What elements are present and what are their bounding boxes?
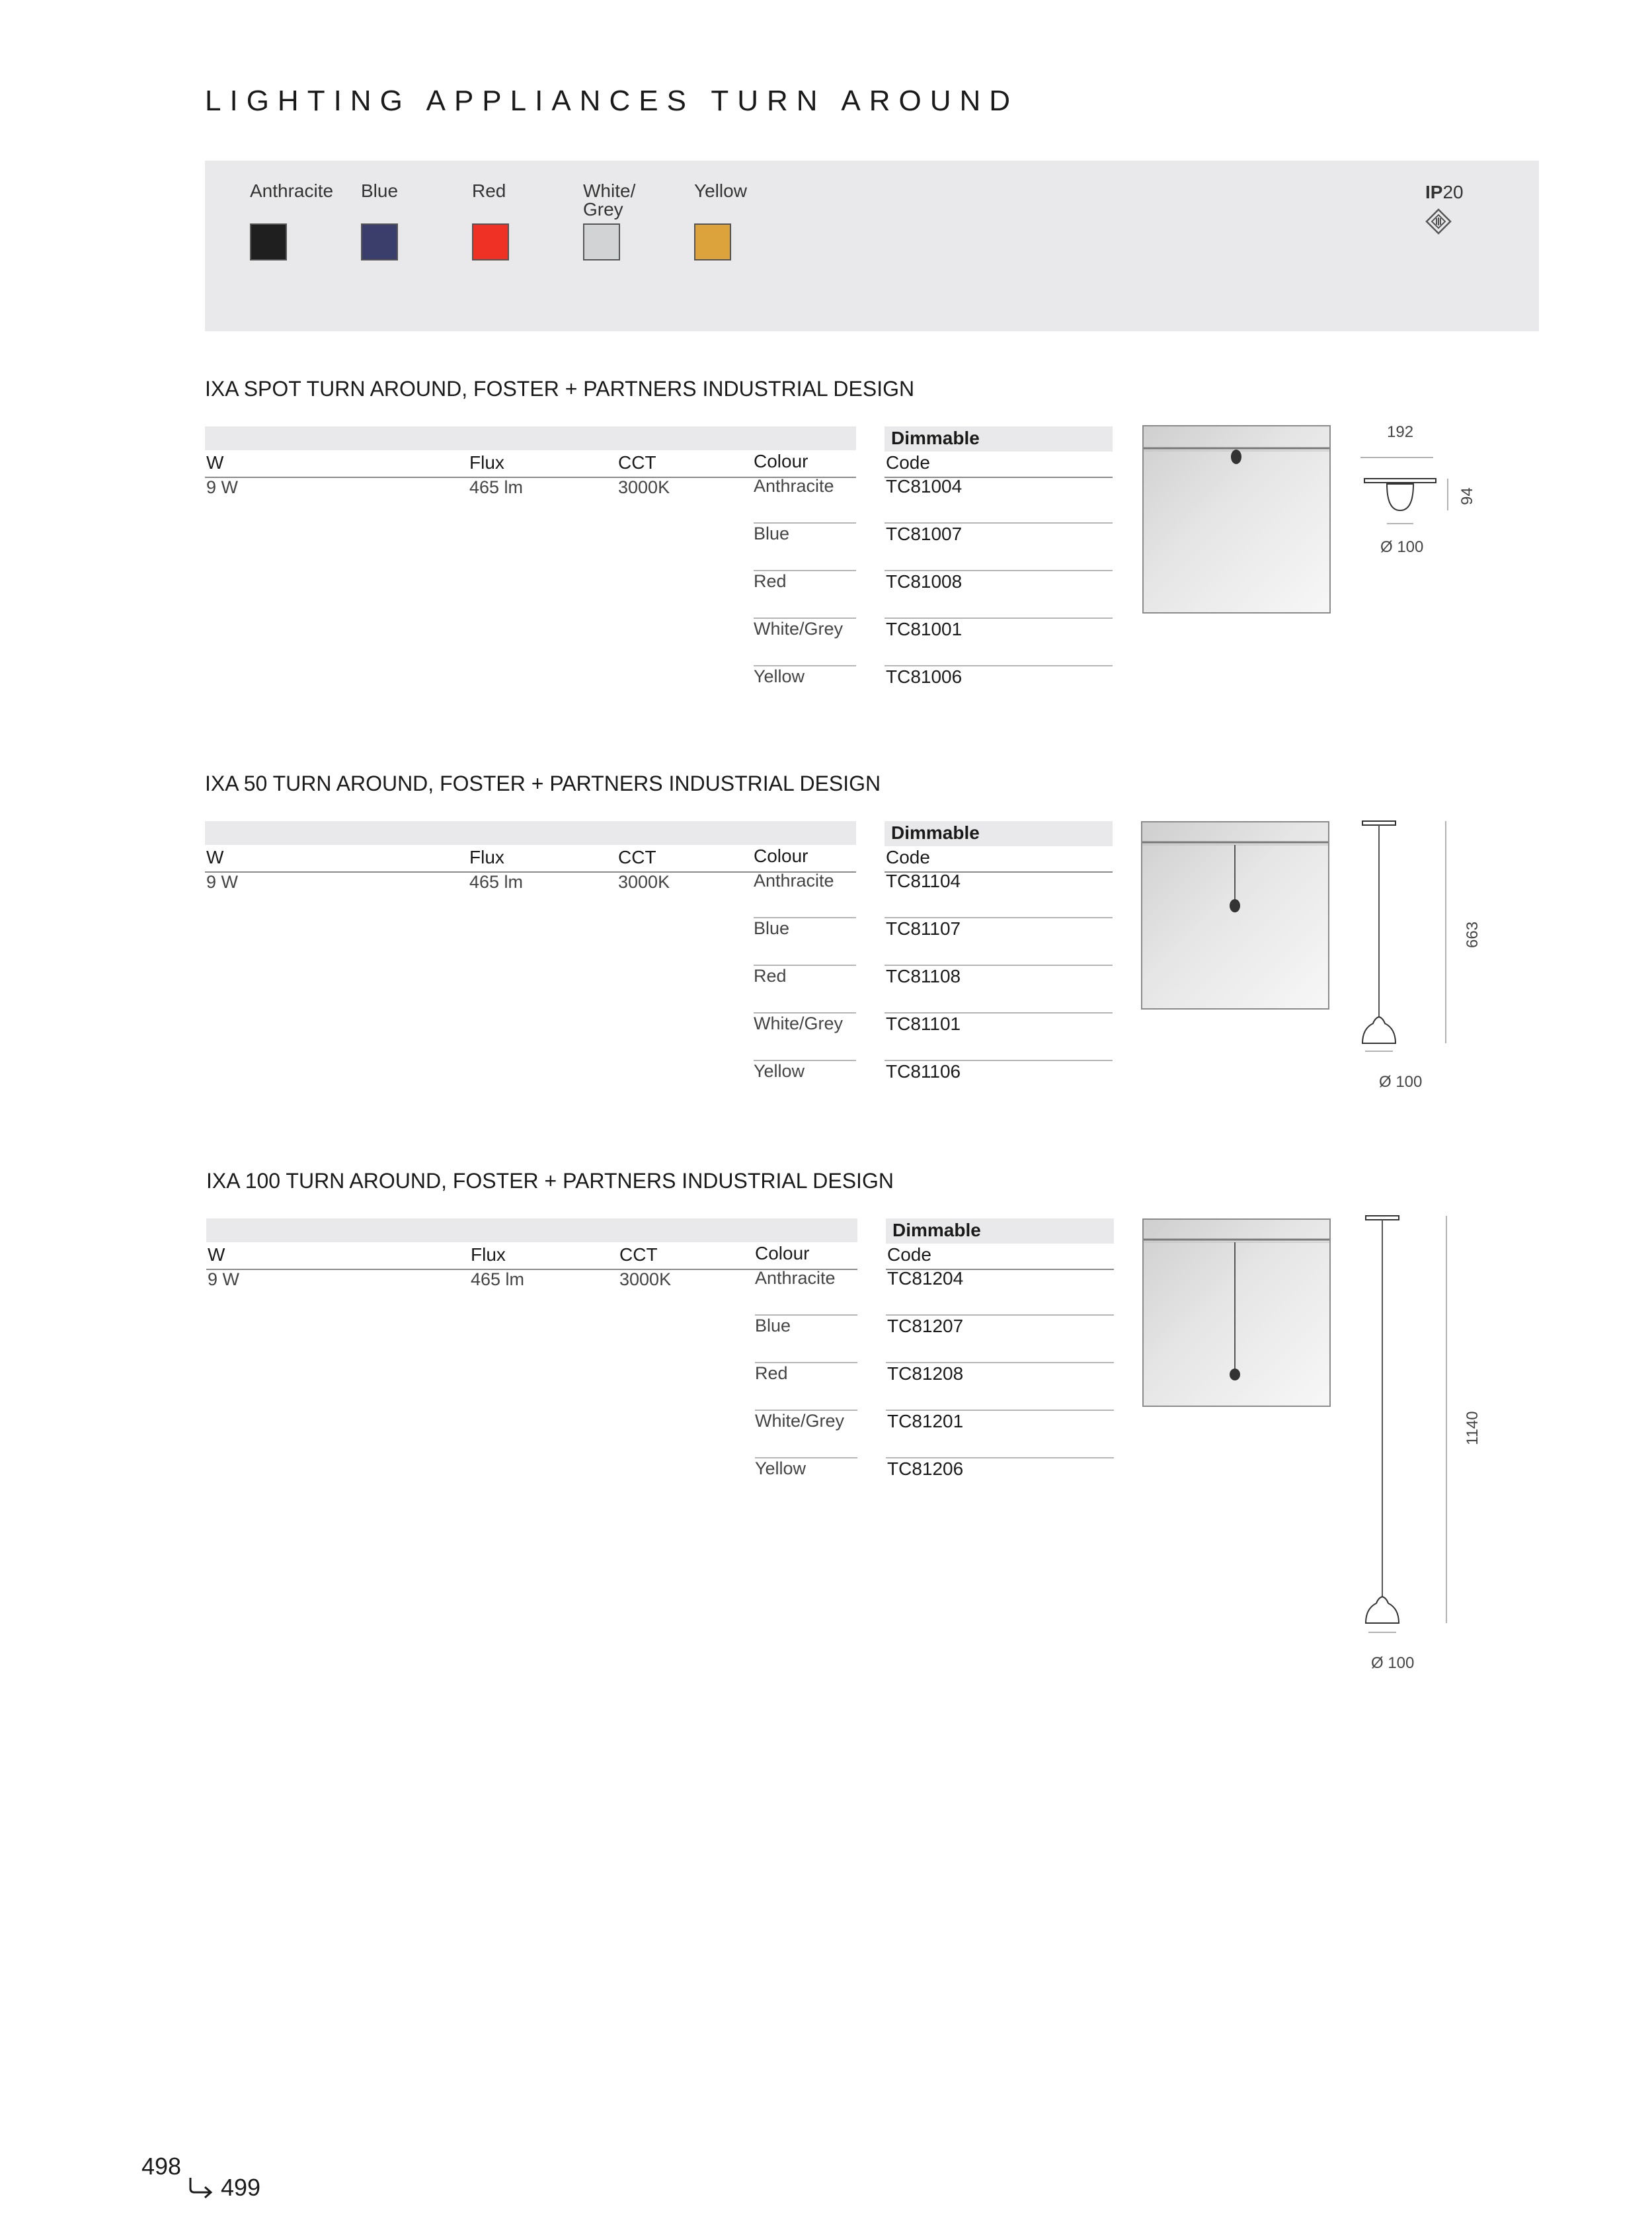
pendant-100-illustration [1144,1220,1329,1406]
row-colour: Anthracite [755,1268,836,1288]
header-cct: CCT [618,452,656,473]
row-colour: Red [754,966,787,986]
spot-dimension-drawing [1355,450,1474,529]
header-flux: Flux [469,847,504,867]
row-code: TC81008 [886,571,963,592]
dimmable-label: Dimmable [891,822,980,843]
row-code: TC81001 [886,619,963,639]
spec-cct: 3000K [618,477,670,497]
row-colour: Yellow [754,666,805,686]
section-title-ixa-spot: IXA SPOT TURN AROUND, FOSTER + PARTNERS INDUSTRIAL DESIGN [205,377,915,401]
row-colour: Yellow [754,1061,805,1081]
row-code: TC81004 [886,476,963,497]
swatch-label-yellow: Yellow [694,180,747,201]
ip-rating: IP20 [1425,182,1464,202]
row-colour: White/Grey [754,1014,844,1033]
dim-width: 192 [1387,423,1414,441]
row-code: TC81104 [886,871,961,891]
row-colour: White/Grey [754,619,844,639]
section-title-ixa-50: IXA 50 TURN AROUND, FOSTER + PARTNERS INDUSTRIAL DESIGN [205,772,881,795]
row-colour: White/Grey [755,1411,845,1431]
swatch-anthracite [250,223,287,260]
pendant-50-illustration [1142,822,1328,1008]
row-code: TC81106 [886,1061,961,1082]
product-photo-spot [1142,425,1331,614]
row-code: TC81207 [887,1316,964,1336]
dim-diameter: Ø 100 [1379,1073,1423,1091]
header-colour: Colour [755,1243,810,1263]
spec-cct: 3000K [618,872,670,892]
row-code: TC81101 [886,1014,961,1034]
swatch-label-white-grey: White/ Grey [583,180,636,219]
row-colour: Blue [754,918,790,938]
dimmable-label: Dimmable [891,428,980,448]
spec-w: 9 W [206,477,239,497]
color-panel [205,161,1539,331]
header-flux: Flux [471,1244,506,1265]
header-code: Code [886,452,930,473]
spec-w: 9 W [206,872,239,892]
header-code: Code [886,847,930,867]
row-colour: Yellow [755,1458,806,1478]
row-code: TC81006 [886,666,963,687]
row-code: TC81107 [886,918,961,939]
spec-flux: 465 lm [469,872,524,892]
header-colour: Colour [754,846,808,866]
dimmable-label: Dimmable [892,1220,981,1240]
dim-height: 1140 [1464,1411,1481,1445]
dim-height: 663 [1464,921,1481,948]
header-w: W [208,1244,225,1265]
section-title-ixa-100: IXA 100 TURN AROUND, FOSTER + PARTNERS INDUSTRIAL DESIGN [206,1169,894,1193]
header-w: W [206,847,224,867]
next-page-link[interactable]: 499 [221,2174,261,2201]
dim-diameter: Ø 100 [1380,538,1424,556]
swatch-label-blue: Blue [361,180,399,201]
row-code: TC81007 [886,524,963,544]
row-colour: Anthracite [754,476,834,496]
swatch-yellow [694,223,731,260]
swatch-label-red: Red [472,180,506,201]
spot-lamp-illustration [1144,426,1329,612]
dim-height: 94 [1458,487,1476,505]
header-colour: Colour [754,451,808,471]
page-number: 498 [141,2153,182,2180]
row-colour: Anthracite [754,871,834,891]
row-colour: Blue [755,1316,791,1335]
table-head-bar [206,1218,857,1242]
row-code: TC81108 [886,966,961,986]
swatch-red [472,223,509,260]
spec-w: 9 W [208,1269,240,1289]
header-cct: CCT [618,847,656,867]
diamond-class-icon [1425,208,1452,235]
row-colour: Red [754,571,787,591]
row-code: TC81206 [887,1458,964,1479]
return-arrow-icon[interactable] [186,2175,217,2199]
header-cct: CCT [619,1244,658,1265]
row-colour: Blue [754,524,790,543]
dim-diameter: Ø 100 [1371,1654,1415,1672]
swatch-blue [361,223,398,260]
table-head-bar [205,821,856,845]
product-photo-ixa-100 [1142,1218,1331,1407]
table-head-bar [205,426,856,450]
swatch-white-grey [583,223,620,260]
product-photo-ixa-50 [1141,821,1329,1010]
row-code: TC81204 [887,1268,964,1289]
header-code: Code [887,1244,931,1265]
spec-flux: 465 lm [471,1269,525,1289]
row-code: TC81208 [887,1363,964,1384]
header-flux: Flux [469,452,504,473]
spec-flux: 465 lm [469,477,524,497]
swatch-label-anthracite: Anthracite [250,180,334,201]
row-code: TC81201 [887,1411,964,1431]
header-w: W [206,452,224,473]
page-title: LIGHTING APPLIANCES TURN AROUND [205,85,1019,117]
spec-cct: 3000K [619,1269,672,1289]
row-colour: Red [755,1363,788,1383]
